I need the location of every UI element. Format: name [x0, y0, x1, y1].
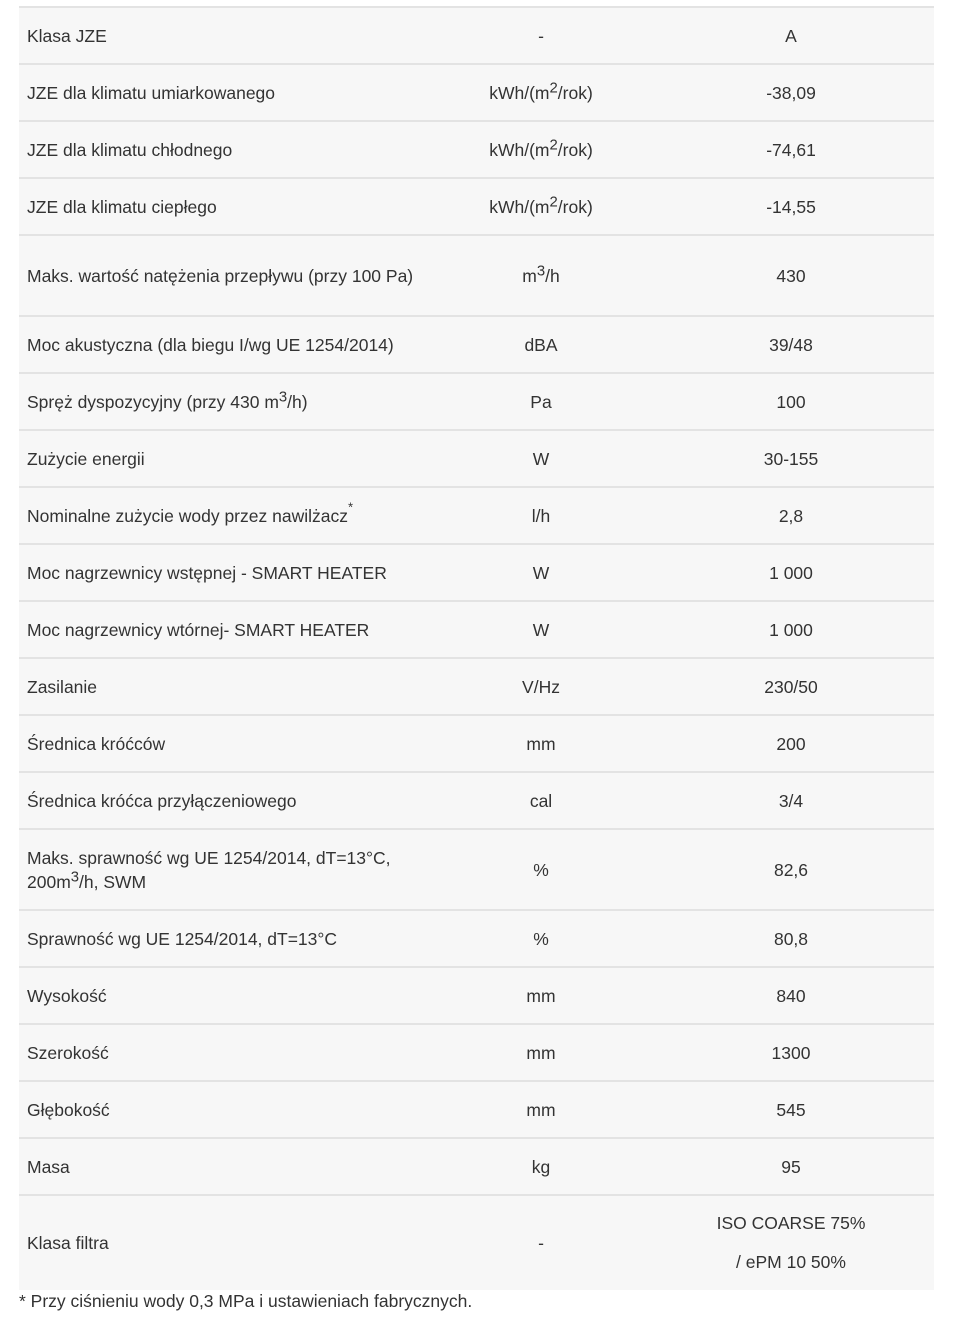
param-cell: Klasa JZE: [19, 7, 434, 64]
value-cell: 545: [648, 1081, 934, 1138]
param-cell: Średnica króćców: [19, 715, 434, 772]
value-cell: 100: [648, 373, 934, 430]
table-row: [19, 430, 934, 487]
unit-superscript: 2: [549, 136, 558, 153]
value-cell: 80,8: [648, 910, 934, 967]
unit-cell: %: [434, 910, 648, 967]
value-cell: 39/48: [648, 316, 934, 373]
unit-cell: W: [434, 544, 648, 601]
spec-table: [19, 6, 934, 1290]
table-row: [19, 967, 934, 1024]
param-cell: Sprawność wg UE 1254/2014, dT=13°C: [19, 910, 434, 967]
footnote-marker: *: [347, 499, 354, 514]
value-cell: 30-155: [648, 430, 934, 487]
unit-cell: kg: [434, 1138, 648, 1195]
table-row: [19, 910, 934, 967]
value-cell: 2,8: [648, 487, 934, 544]
param-cell: Zużycie energii: [19, 430, 434, 487]
value-cell: -14,55: [648, 178, 934, 235]
param-cell: Maks. sprawność wg UE 1254/2014, dT=13°C, $200m^3/h$, SWM: [19, 829, 434, 910]
table-row: [19, 829, 934, 910]
value-cell: 95: [648, 1138, 934, 1195]
table-row: [19, 1195, 934, 1290]
param-cell: Masa: [19, 1138, 434, 1195]
value-cell: 3/4: [648, 772, 934, 829]
value-cell: 1 000: [648, 601, 934, 658]
table-row: [19, 1138, 934, 1195]
param-superscript: 3: [70, 868, 80, 885]
value-cell: 200: [648, 715, 934, 772]
unit-cell: mm: [434, 1081, 648, 1138]
table-row: [19, 7, 934, 64]
param-cell: Zasilanie: [19, 658, 434, 715]
param-cell: Maks. wartość natężenia przepływu (przy 100 Pa): [19, 235, 434, 316]
param-cell: Moc nagrzewnicy wtórnej- SMART HEATER: [19, 601, 434, 658]
param-cell: Średnica króćca przyłączeniowego: [19, 772, 434, 829]
unit-superscript: 2: [549, 79, 558, 96]
unit-cell: -: [434, 1195, 648, 1290]
value-cell: -38,09: [648, 64, 934, 121]
unit-cell: dBA: [434, 316, 648, 373]
value-cell: 230/50: [648, 658, 934, 715]
unit-cell: W: [434, 601, 648, 658]
param-cell: JZE dla klimatu umiarkowanego: [19, 64, 434, 121]
value-cell: ISO COARSE 75% / ePM 10 50%: [648, 1195, 934, 1290]
param-cell: Nominalne zużycie wody przez nawilżacz*: [19, 487, 434, 544]
unit-cell: cal: [434, 772, 648, 829]
table-row: [19, 121, 934, 178]
unit-cell: -: [434, 7, 648, 64]
param-cell: JZE dla klimatu chłodnego: [19, 121, 434, 178]
unit-superscript: 2: [549, 193, 558, 210]
table-row: [19, 64, 934, 121]
value-cell: A: [648, 7, 934, 64]
value-cell: 430: [648, 235, 934, 316]
unit-cell: Pa: [434, 373, 648, 430]
value-cell: 1 000: [648, 544, 934, 601]
unit-cell: kWh/$(m^2/rok)$: [434, 64, 648, 121]
unit-cell: $m^3/h$: [434, 235, 648, 316]
table-row: [19, 1024, 934, 1081]
table-row: [19, 1081, 934, 1138]
param-cell: Wysokość: [19, 967, 434, 1024]
table-row: [19, 715, 934, 772]
param-cell: Moc akustyczna (dla biegu I/wg UE 1254/2014): [19, 316, 434, 373]
table-row: [19, 658, 934, 715]
footnote: * Przy ciśnieniu wody 0,3 MPa i ustawieniach fabrycznych.: [19, 1291, 473, 1311]
unit-cell: kWh/$(m^2/rok)$: [434, 121, 648, 178]
param-cell: Spręż dyspozycyjny (przy 430 $m^3/h$): [19, 373, 434, 430]
param-superscript: 3: [278, 388, 288, 405]
table-row: [19, 601, 934, 658]
table-row: [19, 316, 934, 373]
unit-cell: mm: [434, 715, 648, 772]
unit-cell: kWh/$(m^2/rok)$: [434, 178, 648, 235]
unit-cell: W: [434, 430, 648, 487]
param-cell: Klasa filtra: [19, 1195, 434, 1290]
table-row: [19, 487, 934, 544]
param-cell: JZE dla klimatu ciepłego: [19, 178, 434, 235]
value-cell: 840: [648, 967, 934, 1024]
unit-cell: mm: [434, 967, 648, 1024]
value-cell: 1300: [648, 1024, 934, 1081]
table-row: [19, 178, 934, 235]
value-cell: 82,6: [648, 829, 934, 910]
unit-cell: l/h: [434, 487, 648, 544]
table-row: [19, 373, 934, 430]
unit-cell: V/Hz: [434, 658, 648, 715]
table-row: [19, 235, 934, 316]
unit-cell: %: [434, 829, 648, 910]
param-cell: Moc nagrzewnicy wstępnej - SMART HEATER: [19, 544, 434, 601]
table-row: [19, 772, 934, 829]
table-row: [19, 544, 934, 601]
param-cell: Głębokość: [19, 1081, 434, 1138]
unit-superscript: 3: [536, 262, 546, 279]
unit-cell: mm: [434, 1024, 648, 1081]
param-cell: Szerokość: [19, 1024, 434, 1081]
value-cell: -74,61: [648, 121, 934, 178]
